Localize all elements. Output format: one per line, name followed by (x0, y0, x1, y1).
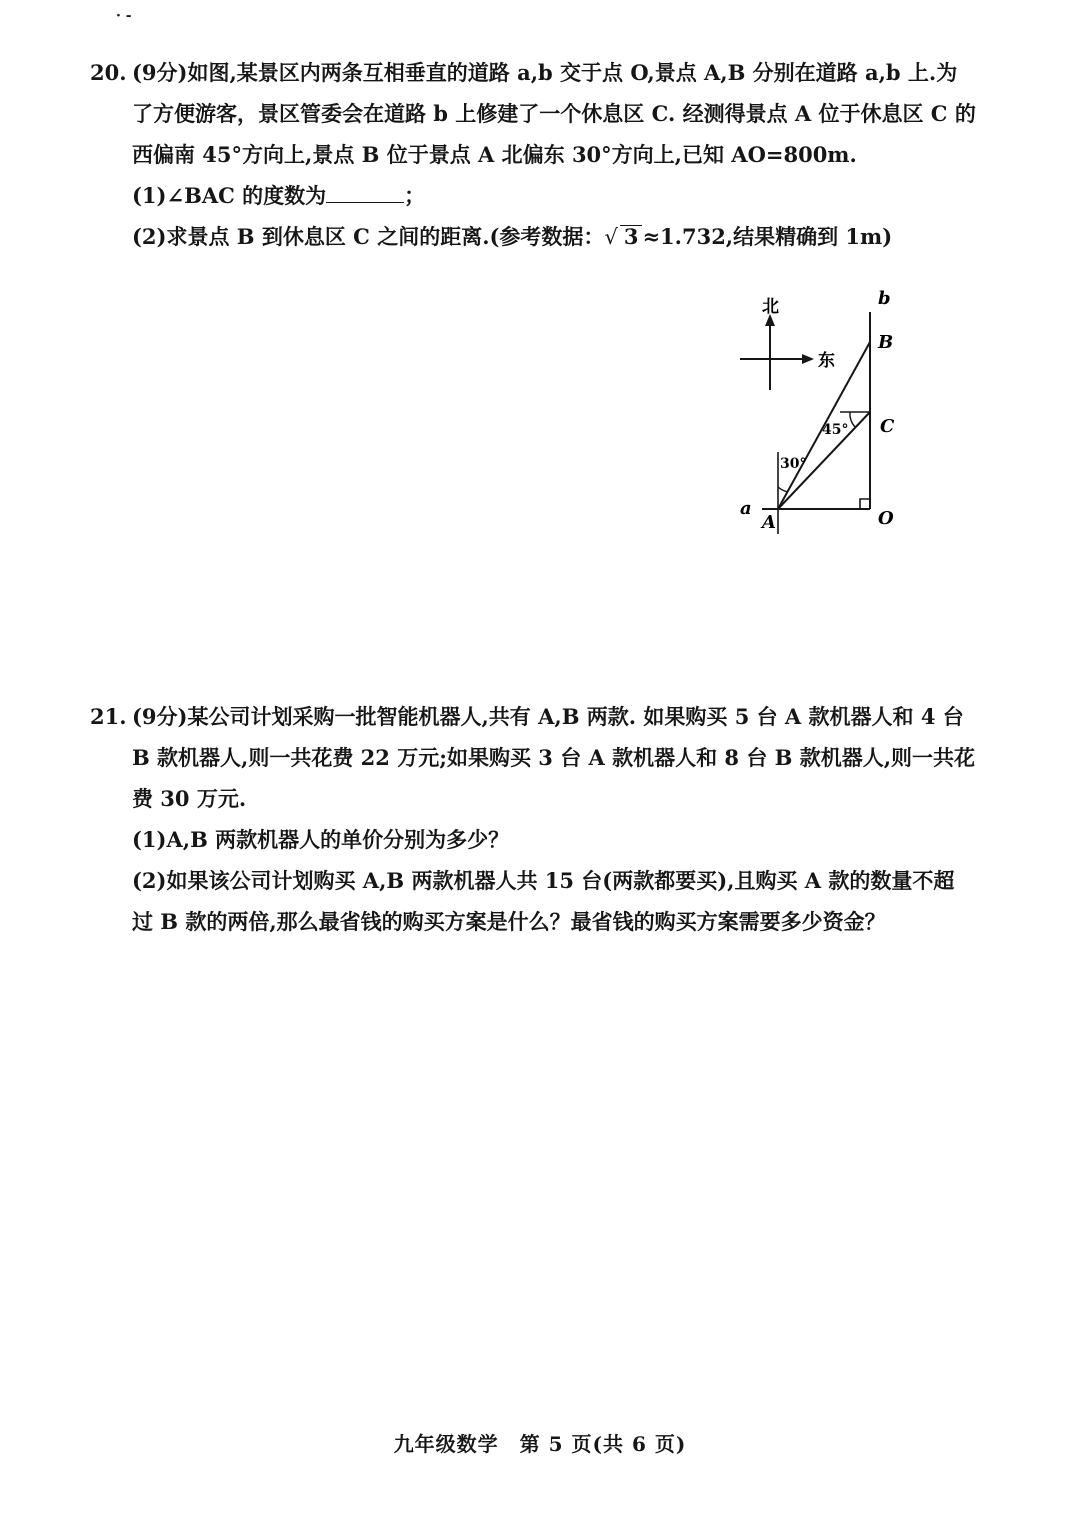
q20-text-1: (9分)如图,某景区内两条互相垂直的道路 a,b 交于点 O,景点 A,B 分别在道路 a,b 上.为 (132, 60, 958, 85)
arc-45 (850, 412, 855, 427)
geometry-figure (720, 282, 920, 542)
q21-line-3: 费 30 万元. (132, 786, 247, 811)
label-A: A (762, 512, 776, 533)
q20-line-1 (90, 52, 990, 93)
angle-30-label: 30° (780, 456, 807, 472)
q20-part1-suffix: ； (404, 183, 426, 208)
q21-part-1: (1)A,B 两款机器人的单价分别为多少？ (132, 827, 510, 852)
label-C: C (880, 416, 895, 437)
q20-part-1 (90, 175, 990, 216)
compass-icon (740, 314, 814, 390)
q20-part2-text: (2)求景点 B 到休息区 C 之间的距离.(参考数据： (132, 224, 605, 249)
label-east: 东 (818, 351, 835, 371)
scan-marks: · - (116, 8, 132, 24)
angle-45-label: 45° (822, 422, 849, 438)
question-20 (90, 52, 990, 257)
page-footer: 九年级数学 第 5 页(共 6 页) (393, 1432, 687, 1456)
right-angle-mark (860, 499, 870, 509)
q21-number: 21. (90, 704, 127, 729)
q20-line-2: 了方便游客，景区管委会在道路 b 上修建了一个休息区 C. 经测得景点 A 位于休息区 C 的 (132, 101, 976, 126)
q20-line-3: 西偏南 45°方向上,景点 B 位于景点 A 北偏东 30°方向上,已知 AO=800m. (132, 142, 857, 167)
q21-text-1: (9分)某公司计划采购一批智能机器人,共有 A,B 两款. 如果购买 5 台 A 款机器人和 4 台 (132, 704, 964, 729)
sqrt-symbol: √ (604, 225, 618, 249)
q21-part-2-line-1: (2)如果该公司计划购买 A,B 两款机器人共 15 台(两款都要买),且购买 A 款的数量不超 (132, 868, 955, 893)
q20-part2-suffix: ≈1.732,结果精确到 1m) (642, 224, 893, 249)
label-O: O (878, 508, 894, 529)
label-B: B (878, 332, 894, 353)
answer-blank[interactable] (326, 180, 404, 203)
q20-part1-text: (1)∠BAC 的度数为 (132, 183, 327, 208)
q21-part-2-line-2: 过 B 款的两倍,那么最省钱的购买方案是什么？最省钱的购买方案需要多少资金？ (132, 909, 886, 934)
q21-line-1 (90, 696, 990, 737)
label-b: b (878, 288, 891, 309)
q20-part-2 (90, 216, 990, 257)
arc-30 (778, 487, 788, 492)
label-a: a (740, 498, 752, 519)
q21-line-2: B 款机器人,则一共花费 22 万元;如果购买 3 台 A 款机器人和 8 台 B 款机器人,则一共花 (132, 745, 976, 770)
question-21 (90, 696, 990, 942)
sqrt-radicand: 3 (620, 225, 643, 248)
q20-number: 20. (90, 60, 127, 85)
label-north: 北 (762, 297, 779, 317)
